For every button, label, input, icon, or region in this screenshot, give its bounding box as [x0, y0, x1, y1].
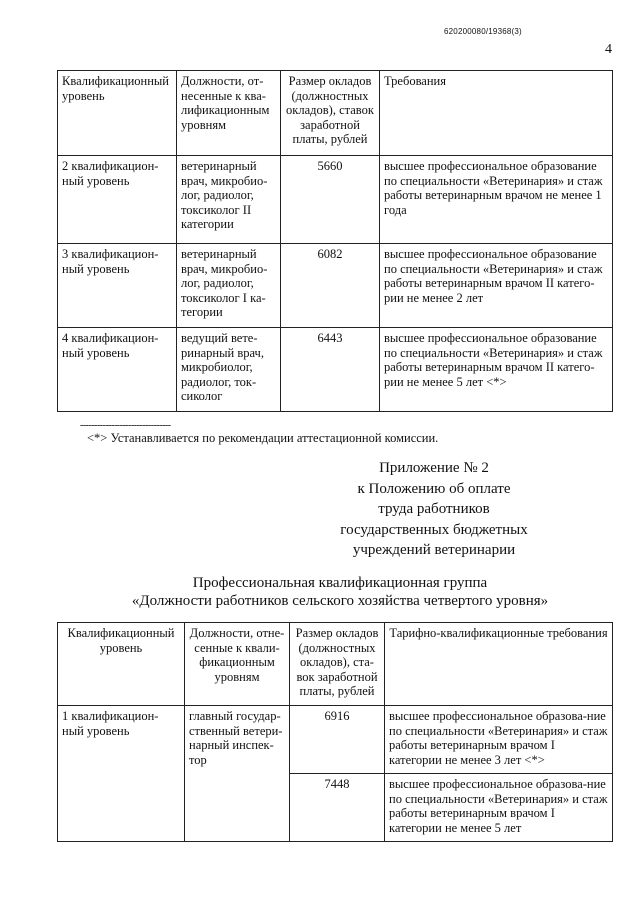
row-requirements: высшее профессиональное образова-ние по специальности «Ветеринария» и стаж работы ветеринарным врачом I категории не менее 3 лет <*> [385, 706, 613, 774]
row-positions: ветеринарный врач, микробио-лог, радиолог, токсиколог II категории [177, 156, 281, 244]
table-row [58, 244, 613, 328]
row-requirements: высшее профессиональное образова-ние по специальности «Ветеринария» и стаж работы ветеринарным врачом I категории не менее 5 лет [385, 774, 613, 842]
row-positions: ведущий вете-ринарный врач, микробиолог, радиолог, ток-сиколог [177, 328, 281, 412]
table-row [58, 328, 613, 412]
header-salary: Размер окладов (должностных окладов), ста-вок заработной платы, рублей [290, 623, 385, 706]
table-row [58, 706, 613, 774]
row-salary: 6082 [281, 244, 380, 328]
footnote-separator: -------------------------------- [80, 420, 171, 431]
row-level: 1 квалификацион-ный уровень [58, 706, 185, 842]
appendix-line: государственных бюджетных [340, 521, 528, 538]
header-requirements: Тарифно-квалификационные требования [385, 623, 613, 706]
row-level: 4 квалификацион-ный уровень [58, 328, 177, 412]
header-positions: Должности, от-несенные к ква-лификационным уровням [177, 71, 281, 156]
table-header-row [58, 623, 613, 706]
row-level: 2 квалификацион-ный уровень [58, 156, 177, 244]
row-salary: 6443 [281, 328, 380, 412]
group-title [60, 574, 620, 610]
row-positions: главный государ-ственный ветери-нарный инспек-тор [185, 706, 290, 842]
table-header-row [58, 71, 613, 156]
row-level: 3 квалификацион-ный уровень [58, 244, 177, 328]
appendix-line: учреждений ветеринарии [352, 542, 516, 558]
header-salary: Размер окладов (должностных окладов), ставок заработной платы, рублей [281, 71, 380, 156]
row-salary: 7448 [290, 774, 385, 842]
document-id: 620200080/19368(3) [444, 27, 522, 36]
header-level: Квалификационный уровень [58, 623, 185, 706]
row-requirements: высшее профессиональное образование по специальности «Ветеринария» и стаж работы ветеринарным врачом II катего-рии не менее 2 лет [380, 244, 613, 328]
row-salary: 5660 [281, 156, 380, 244]
footnote-text: <*> Устанавливается по рекомендации аттестационной комиссии. [87, 431, 439, 445]
header-level: Квалификационный уровень [58, 71, 177, 156]
group-title-line-2: «Должности работников сельского хозяйства четвертого уровня» [131, 593, 549, 609]
qualification-table-2 [57, 622, 613, 842]
page-number: 4 [605, 42, 612, 57]
group-title-line-1: Профессиональная квалификационная группа [192, 575, 488, 591]
qualification-table-1 [57, 70, 613, 412]
header-requirements: Требования [380, 71, 613, 156]
appendix-line: к Положению об оплате [357, 480, 511, 497]
appendix-line: труда работников [378, 501, 490, 517]
header-positions: Должности, отне-сенные к квали-фикационным уровням [185, 623, 290, 706]
row-positions: ветеринарный врач, микробио-лог, радиолог, токсиколог I ка-тегории [177, 244, 281, 328]
row-salary: 6916 [290, 706, 385, 774]
table-row [58, 156, 613, 244]
appendix-heading [284, 458, 584, 561]
row-requirements: высшее профессиональное образование по специальности «Ветеринария» и стаж работы ветеринарным врачом не менее 1 года [380, 156, 613, 244]
row-requirements: высшее профессиональное образование по специальности «Ветеринария» и стаж работы ветеринарным врачом II катего-рии не менее 5 лет <*> [380, 328, 613, 412]
appendix-line: Приложение № 2 [379, 460, 489, 476]
